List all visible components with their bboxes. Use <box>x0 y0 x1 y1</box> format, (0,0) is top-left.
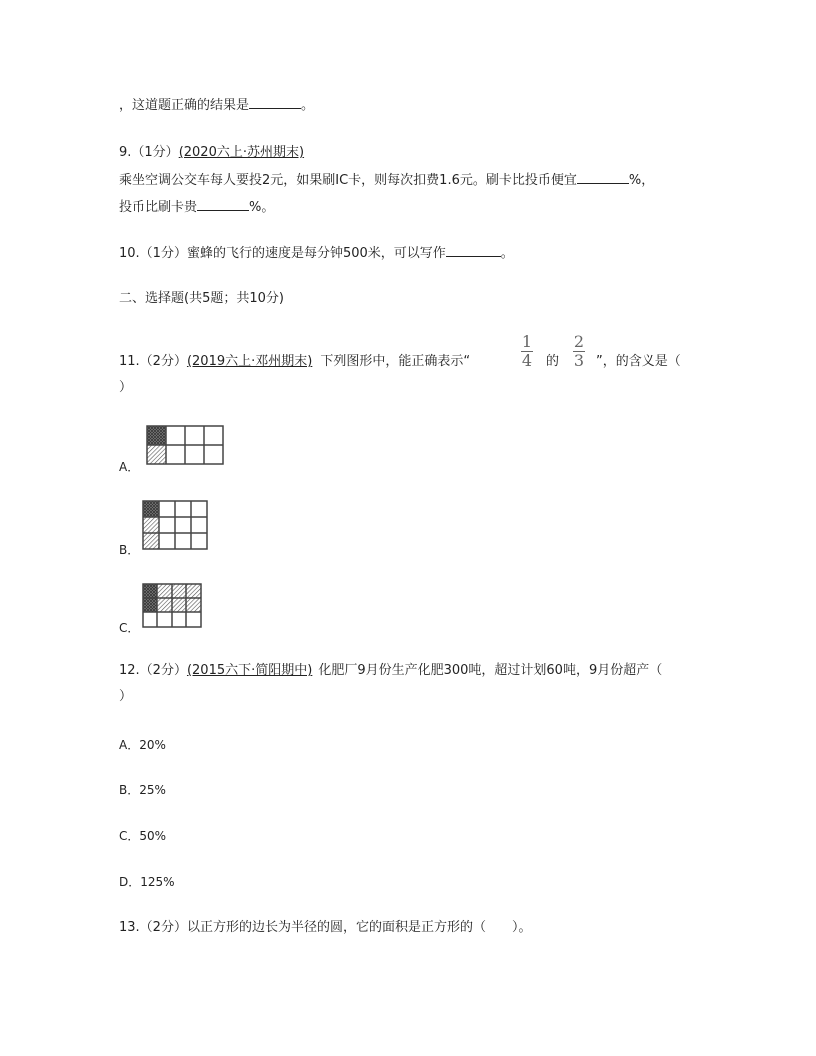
frac1-denominator: 4 <box>521 351 533 370</box>
q8-line <box>119 96 314 115</box>
q9-answer-blank-1[interactable] <box>577 171 629 184</box>
q11-line2: ） <box>119 380 133 395</box>
q9-text-2: 投币比刷卡贵 <box>119 200 198 215</box>
q8-text: ，这道题正确的结果是 <box>119 98 250 113</box>
q11-text-a: 下列图形中，能正确表示“ <box>320 354 471 369</box>
q9-text-1b: %， <box>628 173 655 188</box>
frac2-numerator: 2 <box>573 332 585 351</box>
q11-figure-c <box>142 583 204 631</box>
q11-text-b: ”，的含义是（ <box>596 354 681 369</box>
fraction-two-thirds <box>571 333 587 370</box>
q13-line: 13.（2分）以正方形的边长为半径的圆，它的面积是正方形的（ ）。 <box>119 920 532 935</box>
q11-option-b[interactable]: B． <box>119 543 140 557</box>
q9-number: 9.（1分） <box>119 145 179 160</box>
q11-figure-b <box>142 500 210 552</box>
q12-line2: ） <box>119 689 133 704</box>
frac2-denominator: 3 <box>573 351 585 370</box>
q11-figure-a <box>146 425 226 467</box>
q10-text: 10.（1分）蜜蜂的飞行的速度是每分钟500米，可以写作 <box>119 246 446 261</box>
q12-option-b[interactable]: B．25% <box>119 783 166 797</box>
q8-answer-blank[interactable] <box>249 96 301 109</box>
q11-text-mid: 的 <box>546 354 560 369</box>
q9-line1 <box>119 171 654 190</box>
section-title: 二、选择题(共5题；共10分) <box>119 291 284 306</box>
q9-answer-blank-2[interactable] <box>197 198 249 211</box>
q9-line2 <box>119 198 274 217</box>
q8-end: 。 <box>301 98 315 113</box>
q12-source: (2015六下·简阳期中) <box>186 663 313 678</box>
q11-number: 11.（2分） <box>119 354 187 369</box>
q11-option-a[interactable]: A． <box>119 460 140 474</box>
q12-option-a[interactable]: A．20% <box>119 738 166 752</box>
fraction-one-quarter <box>519 333 535 370</box>
frac1-numerator: 1 <box>521 332 533 351</box>
q11-option-c[interactable]: C． <box>119 621 140 635</box>
q11-line1 <box>119 353 470 371</box>
q12-number: 12.（2分） <box>119 663 187 678</box>
q10-end: 。 <box>500 246 514 261</box>
q10-answer-blank[interactable] <box>446 244 501 257</box>
q9-header <box>119 144 304 162</box>
q12-option-c[interactable]: C．50% <box>119 829 167 843</box>
q12-option-d[interactable]: D．125% <box>119 875 175 889</box>
q10-line <box>119 244 514 263</box>
q12-line1 <box>119 662 662 680</box>
q9-text-1: 乘坐空调公交车每人要投2元，如果刷IC卡，则每次扣费1.6元。刷卡比投币便宜 <box>119 173 577 188</box>
q11-source: (2019六上·邓州期末) <box>186 354 313 369</box>
q9-text-2b: %。 <box>249 200 275 215</box>
q12-text: 化肥厂9月份生产化肥300吨，超过计划60吨，9月份超产（ <box>318 663 663 678</box>
q9-source: (2020六上·苏州期末) <box>178 145 305 160</box>
